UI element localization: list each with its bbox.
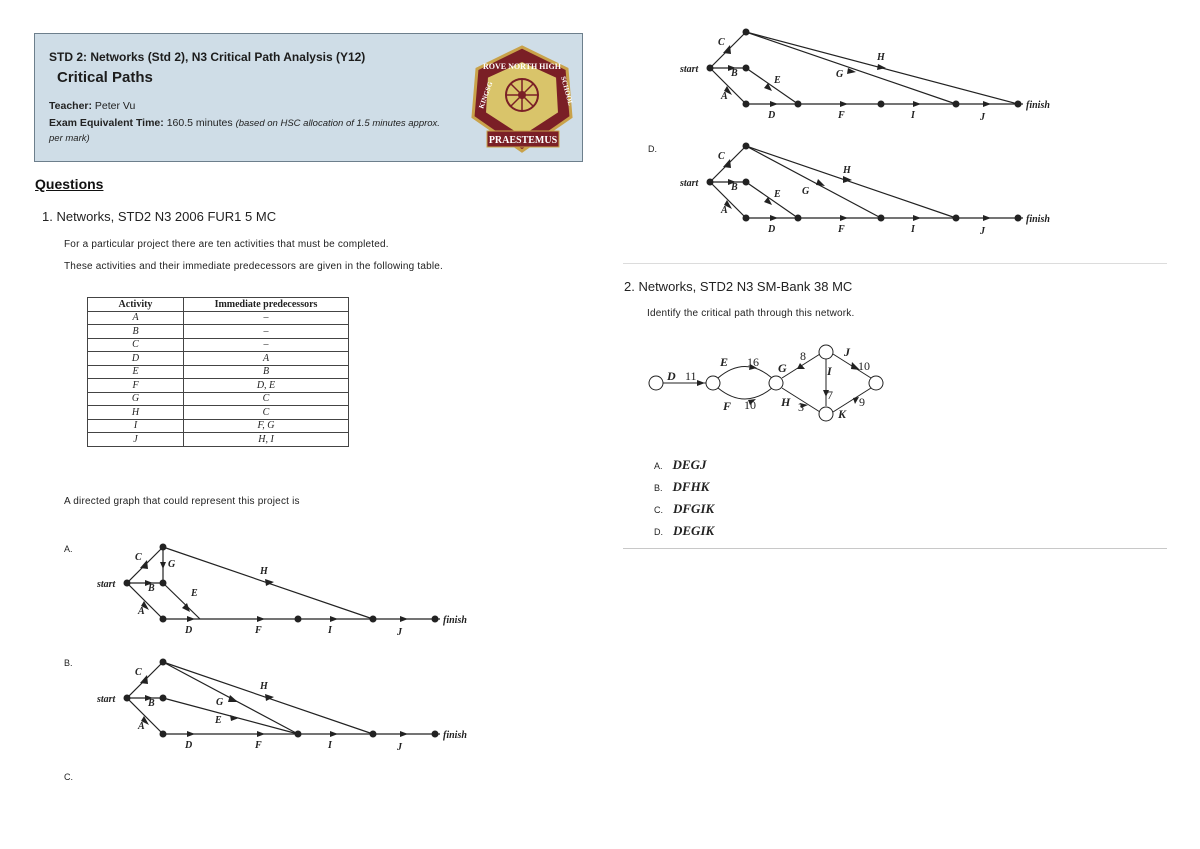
label-h: H — [843, 165, 851, 176]
q2-edge-d-weight: 11 — [685, 369, 697, 383]
label-a: A — [138, 721, 145, 732]
q2-edge-i-weight: 7 — [827, 388, 833, 402]
table-cell: C — [184, 406, 349, 420]
q2-option-c[interactable] — [654, 501, 714, 517]
q1-option-a-label: A. — [64, 544, 73, 554]
q2-option-d[interactable] — [654, 523, 714, 539]
label-b: B — [148, 583, 155, 594]
q2-edge-j-label: J — [844, 345, 850, 359]
q2-text: Identify the critical path through this network. — [647, 308, 855, 319]
table-row — [88, 311, 349, 325]
table-cell: B — [184, 365, 349, 379]
label-d: D — [768, 224, 776, 235]
graph-option-c — [678, 25, 1058, 125]
q2-option-a-letter: A. — [654, 461, 663, 471]
label-i: I — [328, 625, 332, 636]
q2-edge-k-weight: 9 — [859, 395, 865, 409]
q2-option-a[interactable] — [654, 457, 706, 473]
graph-option-d — [678, 139, 1058, 239]
q2-edge-d-label: D — [667, 369, 676, 383]
q1-prompt: A directed graph that could represent this project is — [64, 496, 300, 507]
logo-text-top: ROVE NORTH HIGH — [483, 62, 561, 71]
table-cell: I — [88, 419, 184, 433]
header-box — [34, 33, 583, 162]
exam-time-note: (based on HSC allocation of 1.5 minutes approx. — [235, 118, 440, 129]
label-e: E — [191, 588, 198, 599]
label-c: C — [135, 667, 142, 678]
label-b: B — [731, 68, 738, 79]
label-a: A — [721, 91, 728, 102]
label-finish: finish — [443, 615, 467, 626]
label-d: D — [185, 740, 193, 751]
q2-edge-j-weight: 10 — [858, 359, 870, 373]
table-row — [88, 406, 349, 420]
label-start: start — [680, 64, 699, 75]
label-h: H — [260, 566, 268, 577]
q2-edge-e-label: E — [720, 355, 729, 369]
table-cell: F, G — [184, 419, 349, 433]
q1-option-d-label: D. — [648, 144, 657, 154]
table-cell: D, E — [184, 379, 349, 393]
q2-edge-g-weight: 8 — [800, 349, 806, 363]
table-cell: E — [88, 365, 184, 379]
label-i: I — [911, 224, 915, 235]
table-cell: B — [88, 325, 184, 339]
label-d: D — [768, 110, 776, 121]
school-crest-logo — [465, 39, 580, 159]
table-row — [88, 365, 349, 379]
table-row — [88, 419, 349, 433]
table-cell: F — [88, 379, 184, 393]
label-d: D — [185, 625, 193, 636]
exam-time-value: 160.5 minutes — [166, 117, 233, 129]
label-start: start — [97, 694, 116, 705]
q1-option-b-label: B. — [64, 658, 73, 668]
label-j: J — [397, 742, 402, 753]
q2-edge-h-weight: 3 — [798, 400, 804, 414]
label-finish: finish — [1026, 214, 1050, 225]
table-cell: J — [88, 433, 184, 447]
q2-edge-f-label: F — [723, 399, 732, 413]
table-cell: H — [88, 406, 184, 420]
label-h: H — [877, 52, 885, 63]
label-j: J — [980, 226, 985, 237]
divider-2 — [623, 548, 1167, 549]
label-c: C — [718, 37, 725, 48]
q1-text-1: For a particular project there are ten activities that must be completed. — [64, 239, 389, 250]
q2-title: 2. Networks, STD2 N3 SM-Bank 38 MC — [624, 279, 853, 294]
table-header-activity: Activity — [88, 298, 184, 312]
label-h: H — [260, 681, 268, 692]
label-g: G — [216, 697, 224, 708]
label-g: G — [168, 559, 176, 570]
table-row — [88, 433, 349, 447]
table-cell: – — [184, 311, 349, 325]
label-j: J — [980, 112, 985, 123]
label-g: G — [802, 186, 810, 197]
q2-option-b-value: DFHK — [672, 479, 710, 494]
table-cell: A — [184, 352, 349, 366]
q2-option-c-value: DFGIK — [673, 501, 715, 516]
q1-title: 1. Networks, STD2 N3 2006 FUR1 5 MC — [42, 209, 277, 224]
label-c: C — [718, 151, 725, 162]
table-cell: – — [184, 325, 349, 339]
q1-text-2: These activities and their immediate predecessors are given in the following table. — [64, 261, 444, 272]
q2-option-b[interactable] — [654, 479, 709, 495]
teacher-label: Teacher: — [49, 100, 92, 112]
table-cell: A — [88, 311, 184, 325]
q2-option-c-letter: C. — [654, 505, 663, 515]
exam-time-label: Exam Equivalent Time: — [49, 117, 164, 129]
table-header-predecessors: Immediate predecessors — [184, 298, 349, 312]
label-g: G — [836, 69, 844, 80]
exam-time-line — [49, 117, 469, 129]
table-cell: D — [88, 352, 184, 366]
q2-edge-h-label: H — [781, 395, 791, 409]
table-row — [88, 325, 349, 339]
graph-option-b — [95, 655, 475, 755]
label-f: F — [255, 740, 262, 751]
label-e: E — [774, 189, 781, 200]
table-cell: G — [88, 392, 184, 406]
table-cell: C — [88, 338, 184, 352]
questions-heading: Questions — [35, 176, 104, 192]
q2-edge-i-label: I — [827, 364, 832, 378]
label-f: F — [255, 625, 262, 636]
q2-option-d-value: DEGIK — [673, 523, 715, 538]
q2-option-d-letter: D. — [654, 527, 663, 537]
label-f: F — [838, 224, 845, 235]
label-c: C — [135, 552, 142, 563]
label-i: I — [328, 740, 332, 751]
worksheet-subtitle: Critical Paths — [57, 69, 153, 86]
label-j: J — [397, 627, 402, 638]
label-start: start — [680, 178, 699, 189]
label-a: A — [138, 606, 145, 617]
label-start: start — [97, 579, 116, 590]
exam-time-note-2: per mark) — [49, 133, 90, 144]
label-b: B — [148, 698, 155, 709]
table-cell: – — [184, 338, 349, 352]
label-e: E — [774, 75, 781, 86]
q2-edge-g-label: G — [778, 361, 787, 375]
table-row — [88, 338, 349, 352]
table-row — [88, 392, 349, 406]
teacher-line — [49, 100, 135, 112]
table-cell: H, I — [184, 433, 349, 447]
logo-text-right: SCHOOL — [559, 75, 575, 107]
worksheet-title: STD 2: Networks (Std 2), N3 Critical Path Analysis (Y12) — [49, 50, 366, 64]
table-row — [88, 352, 349, 366]
table-cell: C — [184, 392, 349, 406]
teacher-value: Peter Vu — [94, 100, 136, 112]
predecessor-table — [87, 297, 349, 447]
q2-option-a-value: DEGJ — [672, 457, 707, 472]
label-a: A — [721, 205, 728, 216]
table-row — [88, 379, 349, 393]
label-finish: finish — [1026, 100, 1050, 111]
divider-1 — [623, 263, 1167, 264]
label-i: I — [911, 110, 915, 121]
graph-option-a — [95, 540, 475, 640]
q2-edge-f-weight: 10 — [744, 398, 756, 412]
label-f: F — [838, 110, 845, 121]
logo-motto: PRAESTEMUS — [488, 135, 558, 146]
q2-option-b-letter: B. — [654, 483, 663, 493]
label-finish: finish — [443, 730, 467, 741]
label-e: E — [215, 715, 222, 726]
label-b: B — [731, 182, 738, 193]
logo-text-left: KINGSG — [477, 80, 495, 110]
q2-edge-e-weight: 16 — [747, 355, 759, 369]
q2-network-graph — [645, 340, 890, 430]
q2-edge-k-label: K — [838, 407, 847, 421]
q1-option-c-label: C. — [64, 772, 73, 782]
table-header-row — [88, 298, 349, 312]
